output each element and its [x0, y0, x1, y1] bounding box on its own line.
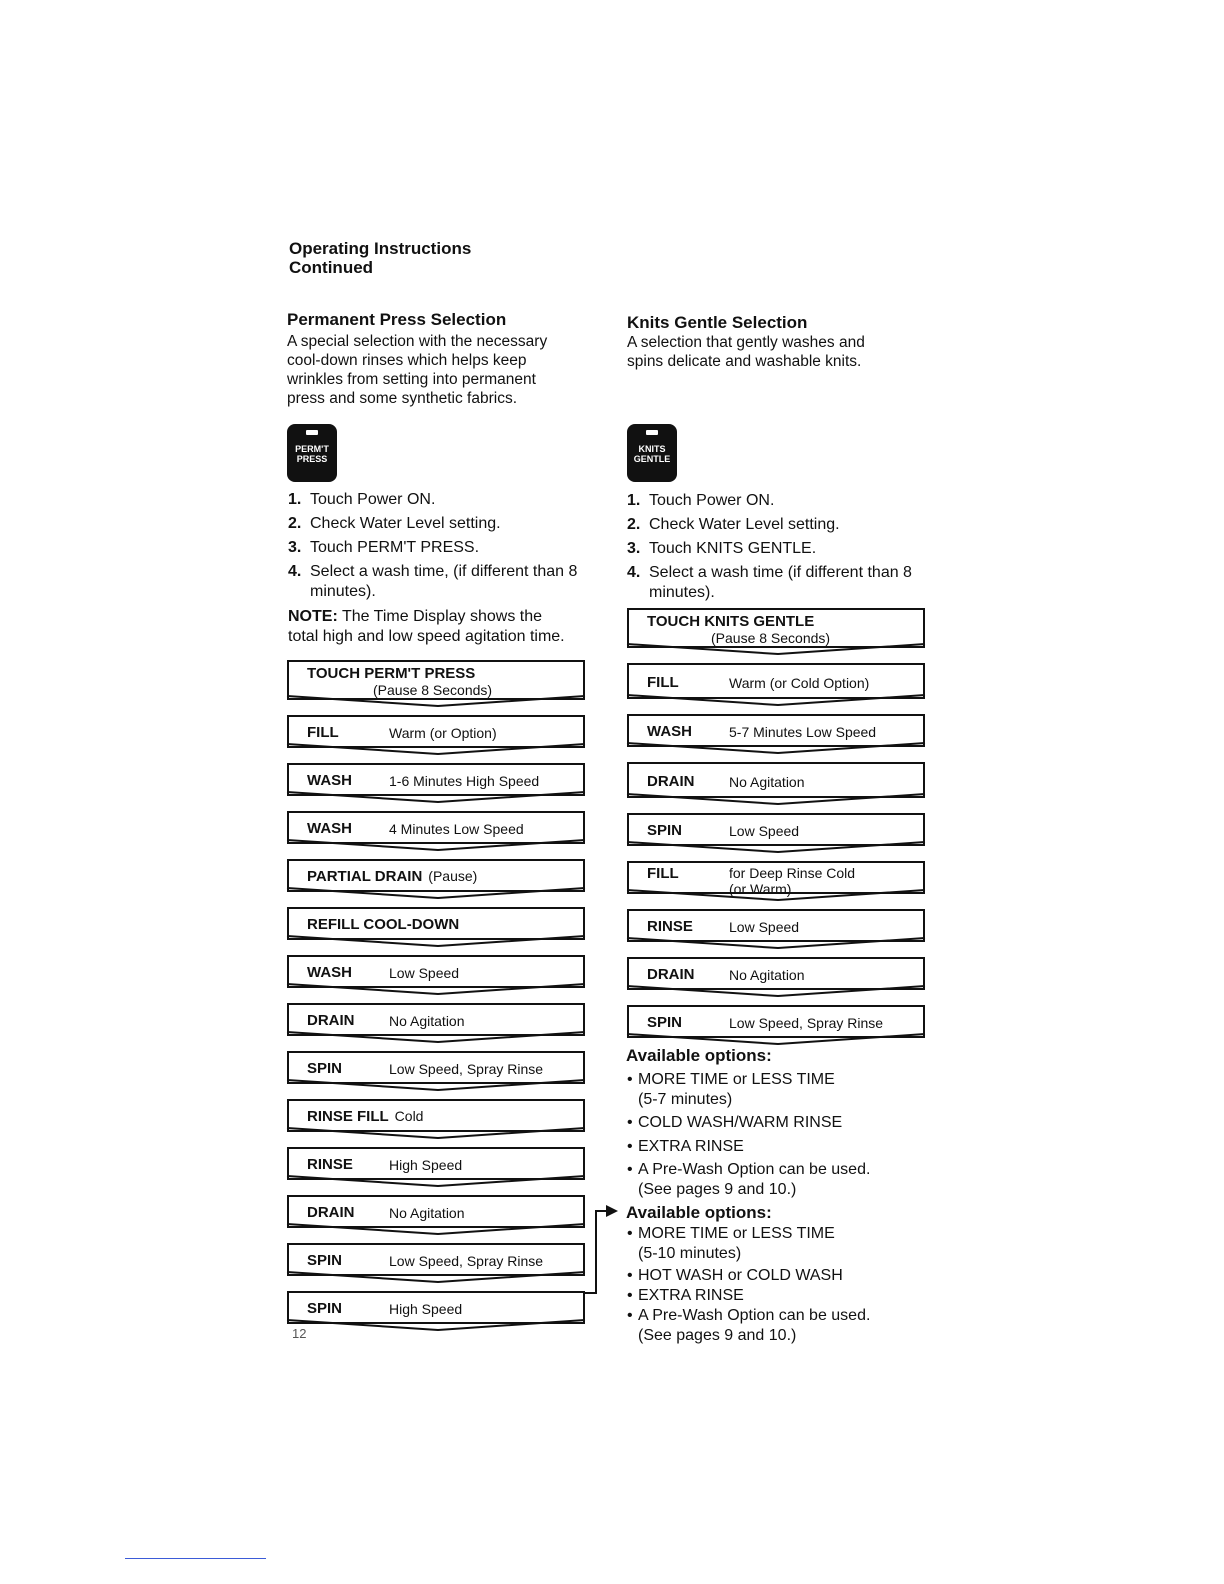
flow-arrow-icon: [289, 746, 587, 756]
flow-step-key-text: PARTIAL DRAIN: [307, 868, 423, 885]
note-text: total high and low speed agitation time.: [288, 628, 565, 645]
flow-step: [627, 813, 925, 846]
flow-step: [627, 861, 925, 897]
flow-step-inline: Cold: [394, 1108, 424, 1124]
flow-arrow-icon: [289, 1226, 587, 1236]
description-line: A special selection with the necessary: [287, 333, 548, 350]
flow-step-key: REFILL COOL-DOWN: [307, 916, 460, 933]
perm-press-button-icon: [287, 424, 337, 482]
flow-step-key: SPIN: [647, 822, 683, 839]
flow-step: [627, 663, 925, 699]
flow-step-value: 5-7 Minutes Low Speed: [729, 724, 877, 740]
flow-arrow-icon: [289, 1178, 587, 1188]
flow-step: [627, 714, 925, 747]
step-item: [627, 491, 927, 511]
flow-step: [287, 660, 585, 700]
step-text: Check Water Level setting.: [649, 516, 840, 533]
option-text: (5-7 minutes): [638, 1091, 733, 1108]
flow-step-key: DRAIN: [647, 773, 695, 790]
flow-arrow-icon: [289, 890, 587, 900]
step-text: Select a wash time (if different than 8 minutes).: [649, 564, 912, 601]
step-item: [627, 563, 927, 603]
flow-step-value: Warm (or Option): [389, 725, 497, 741]
flow-step: [627, 909, 925, 942]
flow-step: [627, 608, 925, 648]
flow-arrow-icon: [629, 697, 927, 707]
option-text: COLD WASH/WARM RINSE: [638, 1114, 843, 1131]
option-text: A Pre-Wash Option can be used.: [638, 1161, 871, 1178]
flow-step: [287, 1195, 585, 1228]
button-label-line1: PERM'T: [295, 444, 329, 454]
option-item: [627, 1070, 870, 1110]
perm-press-steps: [288, 490, 588, 606]
step-number: 1.: [627, 492, 641, 509]
knits-gentle-button-icon: [627, 424, 677, 482]
indicator-light-icon: [306, 430, 318, 435]
step-number: 3.: [288, 539, 302, 556]
flow-arrow-icon: [629, 745, 927, 755]
flow-step-value: Low Speed, Spray Rinse: [389, 1253, 544, 1269]
flow-step: [287, 1291, 585, 1324]
options-title: Available options:: [626, 1203, 772, 1222]
flow-step: [287, 1243, 585, 1276]
flow-step-sub: (Pause 8 Seconds): [373, 682, 493, 698]
footer-divider: [125, 1558, 266, 1559]
step-number: 4.: [288, 563, 302, 580]
perm-press-options: [627, 1224, 870, 1346]
flow-step: [287, 1051, 585, 1084]
knits-gentle-steps: [627, 491, 927, 607]
option-item: [627, 1224, 870, 1264]
flow-step-sub: (Pause 8 Seconds): [711, 630, 831, 646]
step-text: Check Water Level setting.: [310, 515, 501, 532]
option-text: A Pre-Wash Option can be used.: [638, 1307, 871, 1324]
flow-step-value: 1-6 Minutes High Speed: [389, 773, 540, 789]
arrow-right-icon: [606, 1205, 618, 1217]
step-item: [288, 562, 588, 602]
flow-step: [287, 859, 585, 892]
flow-arrow-icon: [289, 842, 587, 852]
perm-press-title: Permanent Press Selection: [287, 310, 507, 329]
flow-arrow-icon: [629, 796, 927, 806]
flow-step: [627, 957, 925, 990]
option-text: (See pages 9 and 10.): [638, 1327, 797, 1344]
flow-step-key: FILL: [307, 724, 339, 741]
note-text: The Time Display shows the: [341, 608, 543, 625]
description-line: spins delicate and washable knits.: [627, 353, 862, 370]
flow-step-value: 4 Minutes Low Speed: [389, 821, 524, 837]
flow-step: [287, 763, 585, 796]
option-item: [627, 1113, 870, 1133]
flow-step-key: DRAIN: [307, 1012, 355, 1029]
step-number: 1.: [288, 491, 302, 508]
flow-step-value: Low Speed, Spray Rinse: [729, 1015, 884, 1031]
option-item: [627, 1306, 870, 1346]
flow-step-key: DRAIN: [307, 1204, 355, 1221]
knits-gentle-options: [627, 1070, 870, 1200]
button-label-line2: GENTLE: [633, 454, 671, 464]
flow-step-value: No Agitation: [389, 1013, 465, 1029]
option-item: [627, 1137, 870, 1157]
flow-arrow-icon: [289, 1082, 587, 1092]
description-line: press and some synthetic fabrics.: [287, 390, 518, 407]
step-text: Touch Power ON.: [310, 491, 436, 508]
flow-step-value: Low Speed: [729, 919, 800, 935]
option-text: MORE TIME or LESS TIME: [638, 1225, 835, 1242]
flow-step-value: No Agitation: [389, 1205, 465, 1221]
perm-press-description: [287, 332, 547, 408]
step-number: 2.: [627, 516, 641, 533]
description-line: wrinkles from setting into permanent: [287, 371, 536, 388]
flow-step-key: TOUCH KNITS GENTLE: [647, 613, 815, 630]
flow-step-key: WASH: [307, 820, 352, 837]
option-item: [627, 1286, 870, 1306]
step-number: 3.: [627, 540, 641, 557]
flow-arrow-icon: [629, 646, 927, 656]
flow-step-value: High Speed: [389, 1157, 463, 1173]
flow-step-value-line2: (or Warm): [729, 881, 792, 897]
step-item: [288, 538, 588, 558]
option-text: (5-10 minutes): [638, 1245, 742, 1262]
option-text: (See pages 9 and 10.): [638, 1181, 797, 1198]
option-text: EXTRA RINSE: [638, 1287, 744, 1304]
flow-step-value-line1: for Deep Rinse Cold: [729, 865, 856, 881]
flow-arrow-icon: [289, 1322, 587, 1332]
knits-gentle-description: [627, 333, 865, 371]
flow-step-key: TOUCH PERM'T PRESS: [307, 665, 476, 682]
knits-gentle-cycle-flow: [627, 608, 925, 1053]
flow-step: [287, 1147, 585, 1180]
flow-arrow-icon: [629, 940, 927, 950]
flow-step-key-text: RINSE FILL: [307, 1108, 389, 1125]
flow-step-key: WASH: [307, 964, 352, 981]
flow-step-key: [307, 1108, 423, 1125]
option-text: HOT WASH or COLD WASH: [638, 1267, 843, 1284]
flow-arrow-icon: [629, 988, 927, 998]
flow-step-key: SPIN: [307, 1300, 343, 1317]
flow-step-key: FILL: [647, 865, 679, 882]
flow-arrow-icon: [289, 1130, 587, 1140]
flow-step-key: WASH: [307, 772, 352, 789]
flow-step: [287, 955, 585, 988]
flow-step: [287, 1099, 585, 1132]
flow-step-key: RINSE: [647, 918, 693, 935]
flow-arrow-icon: [289, 1274, 587, 1284]
flow-step-value: Warm (or Cold Option): [729, 675, 870, 691]
flow-step-key: SPIN: [647, 1014, 683, 1031]
perm-press-cycle-flow: [287, 660, 585, 1339]
page-number: 12: [292, 1326, 307, 1341]
flow-step: [287, 907, 585, 940]
step-text: Touch Power ON.: [649, 492, 775, 509]
flow-arrow-icon: [289, 794, 587, 804]
note-label: NOTE:: [288, 608, 338, 625]
flow-arrow-icon: [289, 938, 587, 948]
flow-arrow-icon: [629, 1036, 927, 1046]
step-item: [627, 515, 927, 535]
flow-step: [287, 715, 585, 748]
step-item: [288, 490, 588, 510]
flow-step: [627, 762, 925, 798]
knits-gentle-title: Knits Gentle Selection: [627, 313, 808, 332]
flow-step-value: No Agitation: [729, 967, 805, 983]
flow-step-key: DRAIN: [647, 966, 695, 983]
flow-step-key: [307, 868, 477, 885]
connector-line: [595, 1210, 597, 1294]
step-item: [288, 514, 588, 534]
button-label-line1: KNITS: [638, 444, 666, 454]
step-number: 4.: [627, 564, 641, 581]
flow-arrow-icon: [289, 698, 587, 708]
heading-line1: Operating Instructions: [289, 239, 472, 258]
flow-step-value: High Speed: [389, 1301, 463, 1317]
step-text: Select a wash time, (if different than 8 minutes).: [310, 563, 578, 600]
flow-step: [287, 811, 585, 844]
flow-step-value: Low Speed, Spray Rinse: [389, 1061, 544, 1077]
step-text: Touch KNITS GENTLE.: [649, 540, 817, 557]
flow-step-key: SPIN: [307, 1252, 343, 1269]
heading-line2: Continued: [289, 258, 374, 277]
flow-step: [627, 1005, 925, 1038]
flow-step: [287, 1003, 585, 1036]
flow-arrow-icon: [629, 844, 927, 854]
perm-press-note: [288, 607, 565, 647]
option-item: [627, 1160, 870, 1200]
step-text: Touch PERM'T PRESS.: [310, 539, 480, 556]
flow-step-key: WASH: [647, 723, 692, 740]
button-label-line2: PRESS: [296, 454, 328, 464]
flow-step-value: Low Speed: [729, 823, 800, 839]
step-item: [627, 539, 927, 559]
step-number: 2.: [288, 515, 302, 532]
flow-arrow-icon: [289, 986, 587, 996]
option-text: MORE TIME or LESS TIME: [638, 1071, 835, 1088]
options-title: Available options:: [626, 1046, 772, 1065]
page-heading: [289, 239, 471, 277]
flow-step-value: No Agitation: [729, 774, 805, 790]
flow-step-key: SPIN: [307, 1060, 343, 1077]
flow-step-key: FILL: [647, 674, 679, 691]
flow-step-key: RINSE: [307, 1156, 353, 1173]
flow-arrow-icon: [289, 1034, 587, 1044]
option-item: [627, 1266, 870, 1286]
indicator-light-icon: [646, 430, 658, 435]
flow-step-inline: (Pause): [428, 868, 478, 884]
flow-arrow-icon: [629, 892, 927, 902]
option-text: EXTRA RINSE: [638, 1138, 744, 1155]
description-line: A selection that gently washes and: [627, 334, 865, 351]
description-line: cool-down rinses which helps keep: [287, 352, 527, 369]
flow-step-value: Low Speed: [389, 965, 460, 981]
